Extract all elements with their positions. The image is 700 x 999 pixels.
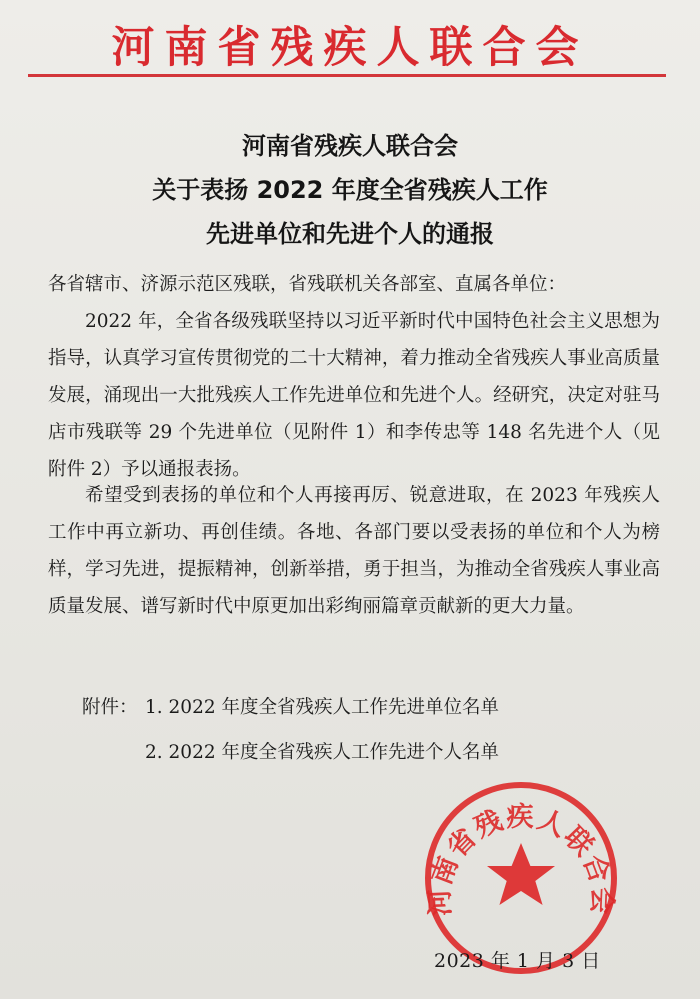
letterhead-org-name: 河南省残疾人联合会 [111,23,589,73]
body-paragraph-2: 希望受到表扬的单位和个人再接再厉、锐意进取，在 2023 年残疾人工作中再立新功、再创佳绩。各地、各部门要以受表扬的单位和个人为榜样，学习先进，提振精神，创新举措，勇于担当，为推动全省残疾人事业高质量发展、谱写新时代中原更加出彩绚丽篇章贡献新的更大力量。 [48,485,660,617]
attachment-item-1: 1. 2022 年度全省残疾人工作先进单位名单 [145,697,499,718]
seal-star-icon [487,843,555,905]
seal-text: 河南省残疾人联合会 [424,802,618,917]
document-title-line-1: 河南省残疾人联合会 [242,132,458,160]
document-title-line-2: 关于表扬 2022 年度全省残疾人工作 [152,176,548,204]
document-title-line-3: 先进单位和先进个人的通报 [206,220,494,248]
attachments-label: 附件： [82,697,138,718]
attachment-item-2: 2. 2022 年度全省残疾人工作先进个人名单 [145,742,499,763]
body-paragraph-1: 2022 年，全省各级残联坚持以习近平新时代中国特色社会主义思想为指导，认真学习宣传贯彻党的二十大精神，着力推动全省残疾人事业高质量发展，涌现出一大批残疾人工作先进单位和先进个人。经研究，决定对驻马店市残联等 29 个先进单位（见附件 1）和李传忠等 148 名先进个人（见附件 2）予以通报表扬。 [48,311,660,480]
addressee: 各省辖市、济源示范区残联，省残联机关各部室、直属各单位： [48,274,567,295]
letterhead-red-rule [28,74,666,77]
issue-date: 2023 年 1 月 3 日 [434,950,601,972]
